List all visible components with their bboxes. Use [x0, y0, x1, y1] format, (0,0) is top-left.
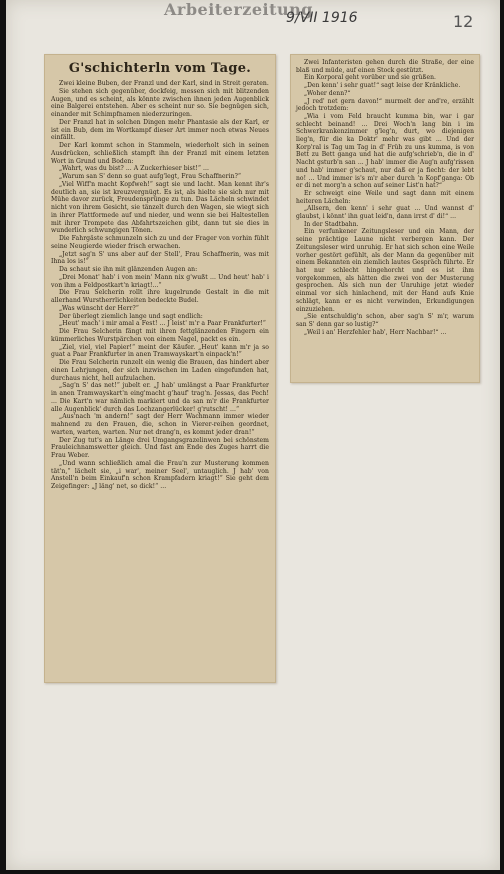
scan-border-right [500, 0, 504, 874]
article-paragraph: Die Fahrgäste schmunzeln sich zu und der Frager von vorhin fühlt seine Neugierde wieder frisch erwachen. [51, 235, 269, 250]
article-paragraph: „Aus'nach 'm andern!“ sagt der Herr Wachmann immer wieder mahnend zu den Frauen, die, schon in Vierer-reihen geordnet, warten, warten, warten. Nur net drang'n, es kommt jeder dran!“ [51, 413, 269, 436]
article-paragraph: Zwei Infanteristen gehen durch die Straße, der eine blaß und müde, auf einen Stock gestützt. [296, 59, 474, 74]
clipping-left-column [44, 54, 276, 683]
article-paragraph: „Ziel, viel, viel Papier!“ meint der Käufer. „Heut' kann m'r ja so guat a Paar Frankfurter in anen Tramwayskart'n einpack'n!“ [51, 343, 269, 359]
handwritten-date: 9/VII 1916 [286, 10, 358, 26]
article-paragraph: Der Karl kommt schon in Stammeln, wiederholt sich in seinen Ausdrücken, schließlich stampft ihn der Franzl mit einem letzten Wort in Grund und Boden: [51, 142, 269, 165]
section-heading: In der Stadtbahn. [304, 220, 359, 228]
article-paragraph: Ein Korporal geht vorüber und sie grüßen. [304, 74, 436, 82]
article-title: G'schichterln vom Tage. [68, 61, 252, 76]
article-paragraph: „Warum san S' denn so guat aufg'legt, Frau Schaffnerin?“ [59, 173, 242, 180]
article-paragraph: „Viel Wiff'n macht Kopfweh!“ sagt sie und lacht. Man kennt ihr's deutlich an, sie ist kreuzvergnügt. Es ist, als hielte sie sich nur mit Mühe davor zurück, Freudensprünge zu tun. Das Lächeln schwindet nicht von ihrem Gesicht, sie tänzelt durch den Wagen, sie wiegt sich in ihrer Plattformede auf und nieder, und wenn sie bei Haltestellen mit ihrer Trompete das Abfahrtszeichen gibt, dann tut sie dies in wunderlich schwungigen Tönen. [51, 180, 269, 235]
article-paragraph: Der Franzl hat in solchen Dingen mehr Phantasie als der Karl, er ist ein Bub, dem im Wortkampf dieser Art immer noch etwas Neues einfällt. [51, 118, 269, 142]
article-paragraph: „Sag'n S' das net!“ jubelt er. „J hab' umlängst a Paar Frankfurter in anen Tramwayskart'n eing'macht g'hauf' trag'n. Jessas, das Pech! ... Die Kart'n war nämlich markiert und da san m'r die Frankfurter alle Augenblick' durch das Lochzangerlücker! g'rutscht! ...“ [51, 382, 269, 413]
article-paragraph: Zwei kleine Buben, der Franzl und der Karl, sind in Streit geraten. [59, 80, 269, 87]
article-paragraph: „Den kenn' i sehr guat!“ sagt leise der Kränkliche. [304, 82, 461, 90]
article-paragraph: Die Frau Selcherin fängt mit ihren fettglänzenden Fingern ein kümmerliches Wurstpärchen von einem Nagel, packt es ein. [51, 328, 269, 343]
article-paragraph: „Jetzt sag'n S' uns aber auf der Stell', Frau Schaffnerin, was mit Ihna los is!“ [51, 250, 269, 266]
clipping-right-column [290, 54, 480, 383]
article-paragraph: Der überlegt ziemlich lange und sagt endlich: [59, 312, 203, 320]
article-paragraph: „Weil i an' Herzfehler hab', Herr Nachbar!“ ... [304, 328, 447, 336]
scan-border-bottom [0, 870, 504, 874]
page-number: 12 [453, 12, 474, 31]
article-paragraph: Der Zug tut's an Länge drei Umgangsgrazelinwen bei schönstem Frauleichnamswetter gleich. Und fast am Ende des Zuges harrt die Frau Weber. [51, 436, 269, 459]
article-paragraph: Die Frau Selcherin runzelt ein wenig die Brauen, das hindert aber einen Lehrjungen, der sich inzwischen im Laden eingefunden hat, durchaus nicht, hell aufzulachen. [51, 359, 269, 382]
article-paragraph: „Heut' mach' i mir amal a Fest! ... J leist' m'r a Paar Frankfurter!“ [59, 320, 266, 328]
article-paragraph: Sie stehen sich gegenüber, dockfeig, messen sich mit blitzenden Augen, und es scheint, als könnte zwischen ihnen jeden Augenblick eine Balgerei entstehen. Aber es scheint nur so. Sie begnügen sich, einander mit Schimpfnamen niederzuringen. [51, 87, 269, 118]
article-paragraph: Da schaut sie ihn mit glänzenden Augen an: [59, 266, 198, 273]
article-paragraph: „Drei Monat' hab' i von mein' Mann nix g'wußt ... Und heut' hab' i von ihm a Feldpostkart'n kriagt!...“ [51, 273, 269, 289]
article-paragraph: Er schweigt eine Weile und sagt dann mit einem heiteren Lächeln: [296, 189, 474, 205]
article-paragraph: „Wahrt, was du bist? ... A Zuckerhieser bist!“ ... [59, 165, 209, 173]
article-paragraph: „Woher denn?“ [304, 89, 351, 97]
article-paragraph: „Allsern, den kenn' i sehr guat ... Und wannst d' glaubst, i könnt' ihn guat leid'n, dann irrst d' di!“ ... [296, 205, 474, 221]
article-paragraph: „J red' net gern davon!“ murmelt der and're, erzählt jedoch trotzdem: [296, 97, 474, 113]
article-paragraph: Die Frau Selcherin rollt ihre kugelrunde Gestalt in die mit allerhand Wurstherrlichkeiten bedeckte Budel. [51, 289, 269, 304]
article-paragraph: Ein verfunkener Zeitungsleser und ein Mann, der seine prächtige Laune nicht verbergen kann. Der Zeitungsleser wird unruhig. Er hat sich schon eine Weile vorher gestört gefühlt, als der Mann da gegenüber mit einem Bekannten ein ziemlich lautes Gespräch führte. Er hat nur schlecht hingehorcht und es ist ihm vorgekommen, als hätten die zwei von der Musterung gesprochen. Als sich nun der Unruhige jetzt wieder einmal vor sich hinlachend, mit der Hand aufs Knie schlägt, kann er es nicht verwinden, Erkundigungen einzuziehen. [296, 228, 474, 313]
newspaper-masthead: Arbeiterzeitung [164, 0, 313, 19]
article-paragraph: „Was wünscht der Herr?“ [59, 304, 139, 312]
article-paragraph: „Und wann schließlich amal die Frau'n zur Musterung kommen tät'n,“ lächelt sie, „i war', meiner Seel', untauglich. J hab' von Anstell'n beim Einkauf'n schon Krampfadern kriagt!“ Sie geht dem Zeigefinger: „J läng' net, so dick!“ ... [51, 459, 269, 490]
article-paragraph: „Sie entschuldig'n schon, aber sag'n S' m'r, warum san S' denn gar so lustig?“ [296, 313, 474, 328]
article-paragraph: „Wia i vom Feld braucht kumma bin, war i gar schlecht beinand! ... Drei Woch'n lang bin i im Schwerkrankenzimmer g'leg'n, durt, wo diejenigen lieg'n, für die ka Doktr' mehr was gibt ... Und der Korp'ral is Tag um Tag in d' Früh zu uns kumma, is von Bett zu Bett ganga und hat die aufg'schrieb'n, die in d' Nacht gsturb'n san ... J hab' immer die Aug'n aufg'rissen und hab' immer g'schaut, nur daß er ja fiecht: der lebt no! ... Und immer is's m'r aber durch 'n Kopf'ganga: Ob er di net morg'n a schon auf seiner List'n hat?“ [296, 112, 474, 190]
archive-sheet [6, 0, 500, 870]
